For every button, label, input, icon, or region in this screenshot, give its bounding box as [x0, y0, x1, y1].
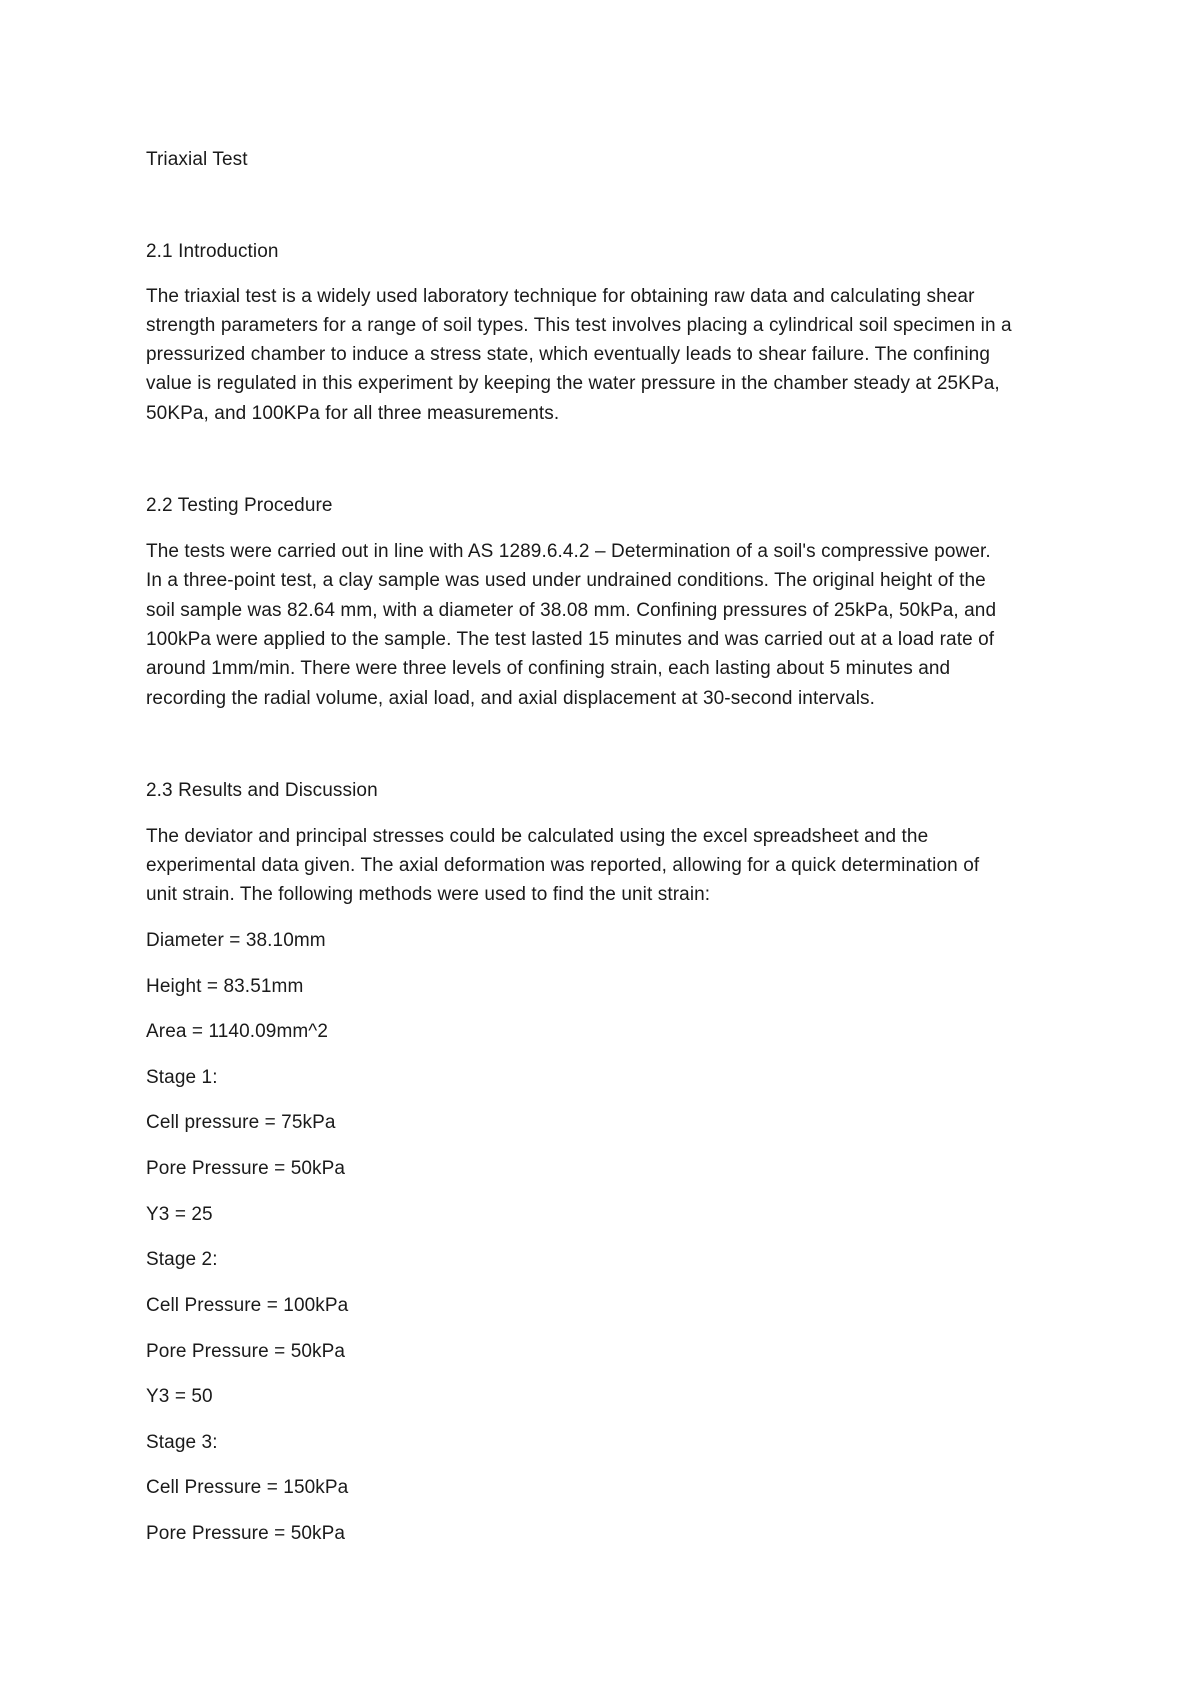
stage-1-cell-pressure: Cell pressure = 75kPa	[146, 1112, 336, 1133]
paragraph-line: 100kPa were applied to the sample. The test lasted 15 minutes and was carried out at a load rate of	[146, 629, 995, 650]
parameter-height: Height = 83.51mm	[146, 976, 304, 997]
parameter-area: Area = 1140.09mm^2	[146, 1021, 328, 1042]
stage-1-label: Stage 1:	[146, 1067, 218, 1088]
stage-2-label: Stage 2:	[146, 1249, 218, 1270]
stage-2-pore-pressure: Pore Pressure = 50kPa	[146, 1341, 346, 1362]
paragraph-line: 50KPa, and 100KPa for all three measurements.	[146, 403, 560, 424]
stage-3-cell-pressure: Cell Pressure = 150kPa	[146, 1477, 349, 1498]
stage-1-pore-pressure: Pore Pressure = 50kPa	[146, 1158, 346, 1179]
section-heading-results-discussion: 2.3 Results and Discussion	[146, 780, 378, 801]
stage-3-label: Stage 3:	[146, 1432, 218, 1453]
paragraph-line: experimental data given. The axial deformation was reported, allowing for a quick determination of	[146, 855, 980, 876]
paragraph-line: In a three-point test, a clay sample was used under undrained conditions. The original height of the	[146, 570, 986, 591]
document-title: Triaxial Test	[146, 149, 248, 170]
paragraph-line: soil sample was 82.64 mm, with a diameter of 38.08 mm. Confining pressures of 25kPa, 50kPa, and	[146, 600, 997, 621]
stage-3-pore-pressure: Pore Pressure = 50kPa	[146, 1523, 346, 1544]
paragraph-line: The triaxial test is a widely used laboratory technique for obtaining raw data and calculating shear	[146, 286, 975, 307]
paragraph-line: unit strain. The following methods were used to find the unit strain:	[146, 884, 711, 905]
stage-2-cell-pressure: Cell Pressure = 100kPa	[146, 1295, 349, 1316]
stage-1-y3: Y3 = 25	[146, 1204, 213, 1225]
section-heading-testing-procedure: 2.2 Testing Procedure	[146, 495, 333, 516]
stage-2-y3: Y3 = 50	[146, 1386, 213, 1407]
paragraph-line: around 1mm/min. There were three levels of confining strain, each lasting about 5 minutes and	[146, 658, 951, 679]
paragraph-line: pressurized chamber to induce a stress state, which eventually leads to shear failure. The confining	[146, 344, 990, 365]
paragraph-line: strength parameters for a range of soil types. This test involves placing a cylindrical soil specimen in a	[146, 315, 1012, 336]
paragraph-line: value is regulated in this experiment by keeping the water pressure in the chamber steady at 25KPa,	[146, 373, 1000, 394]
paragraph-line: The deviator and principal stresses could be calculated using the excel spreadsheet and the	[146, 826, 929, 847]
parameter-diameter: Diameter = 38.10mm	[146, 930, 326, 951]
paragraph-line: recording the radial volume, axial load, and axial displacement at 30-second intervals.	[146, 688, 875, 709]
section-heading-introduction: 2.1 Introduction	[146, 241, 279, 262]
paragraph-line: The tests were carried out in line with AS 1289.6.4.2 – Determination of a soil's compressive power.	[146, 541, 991, 562]
